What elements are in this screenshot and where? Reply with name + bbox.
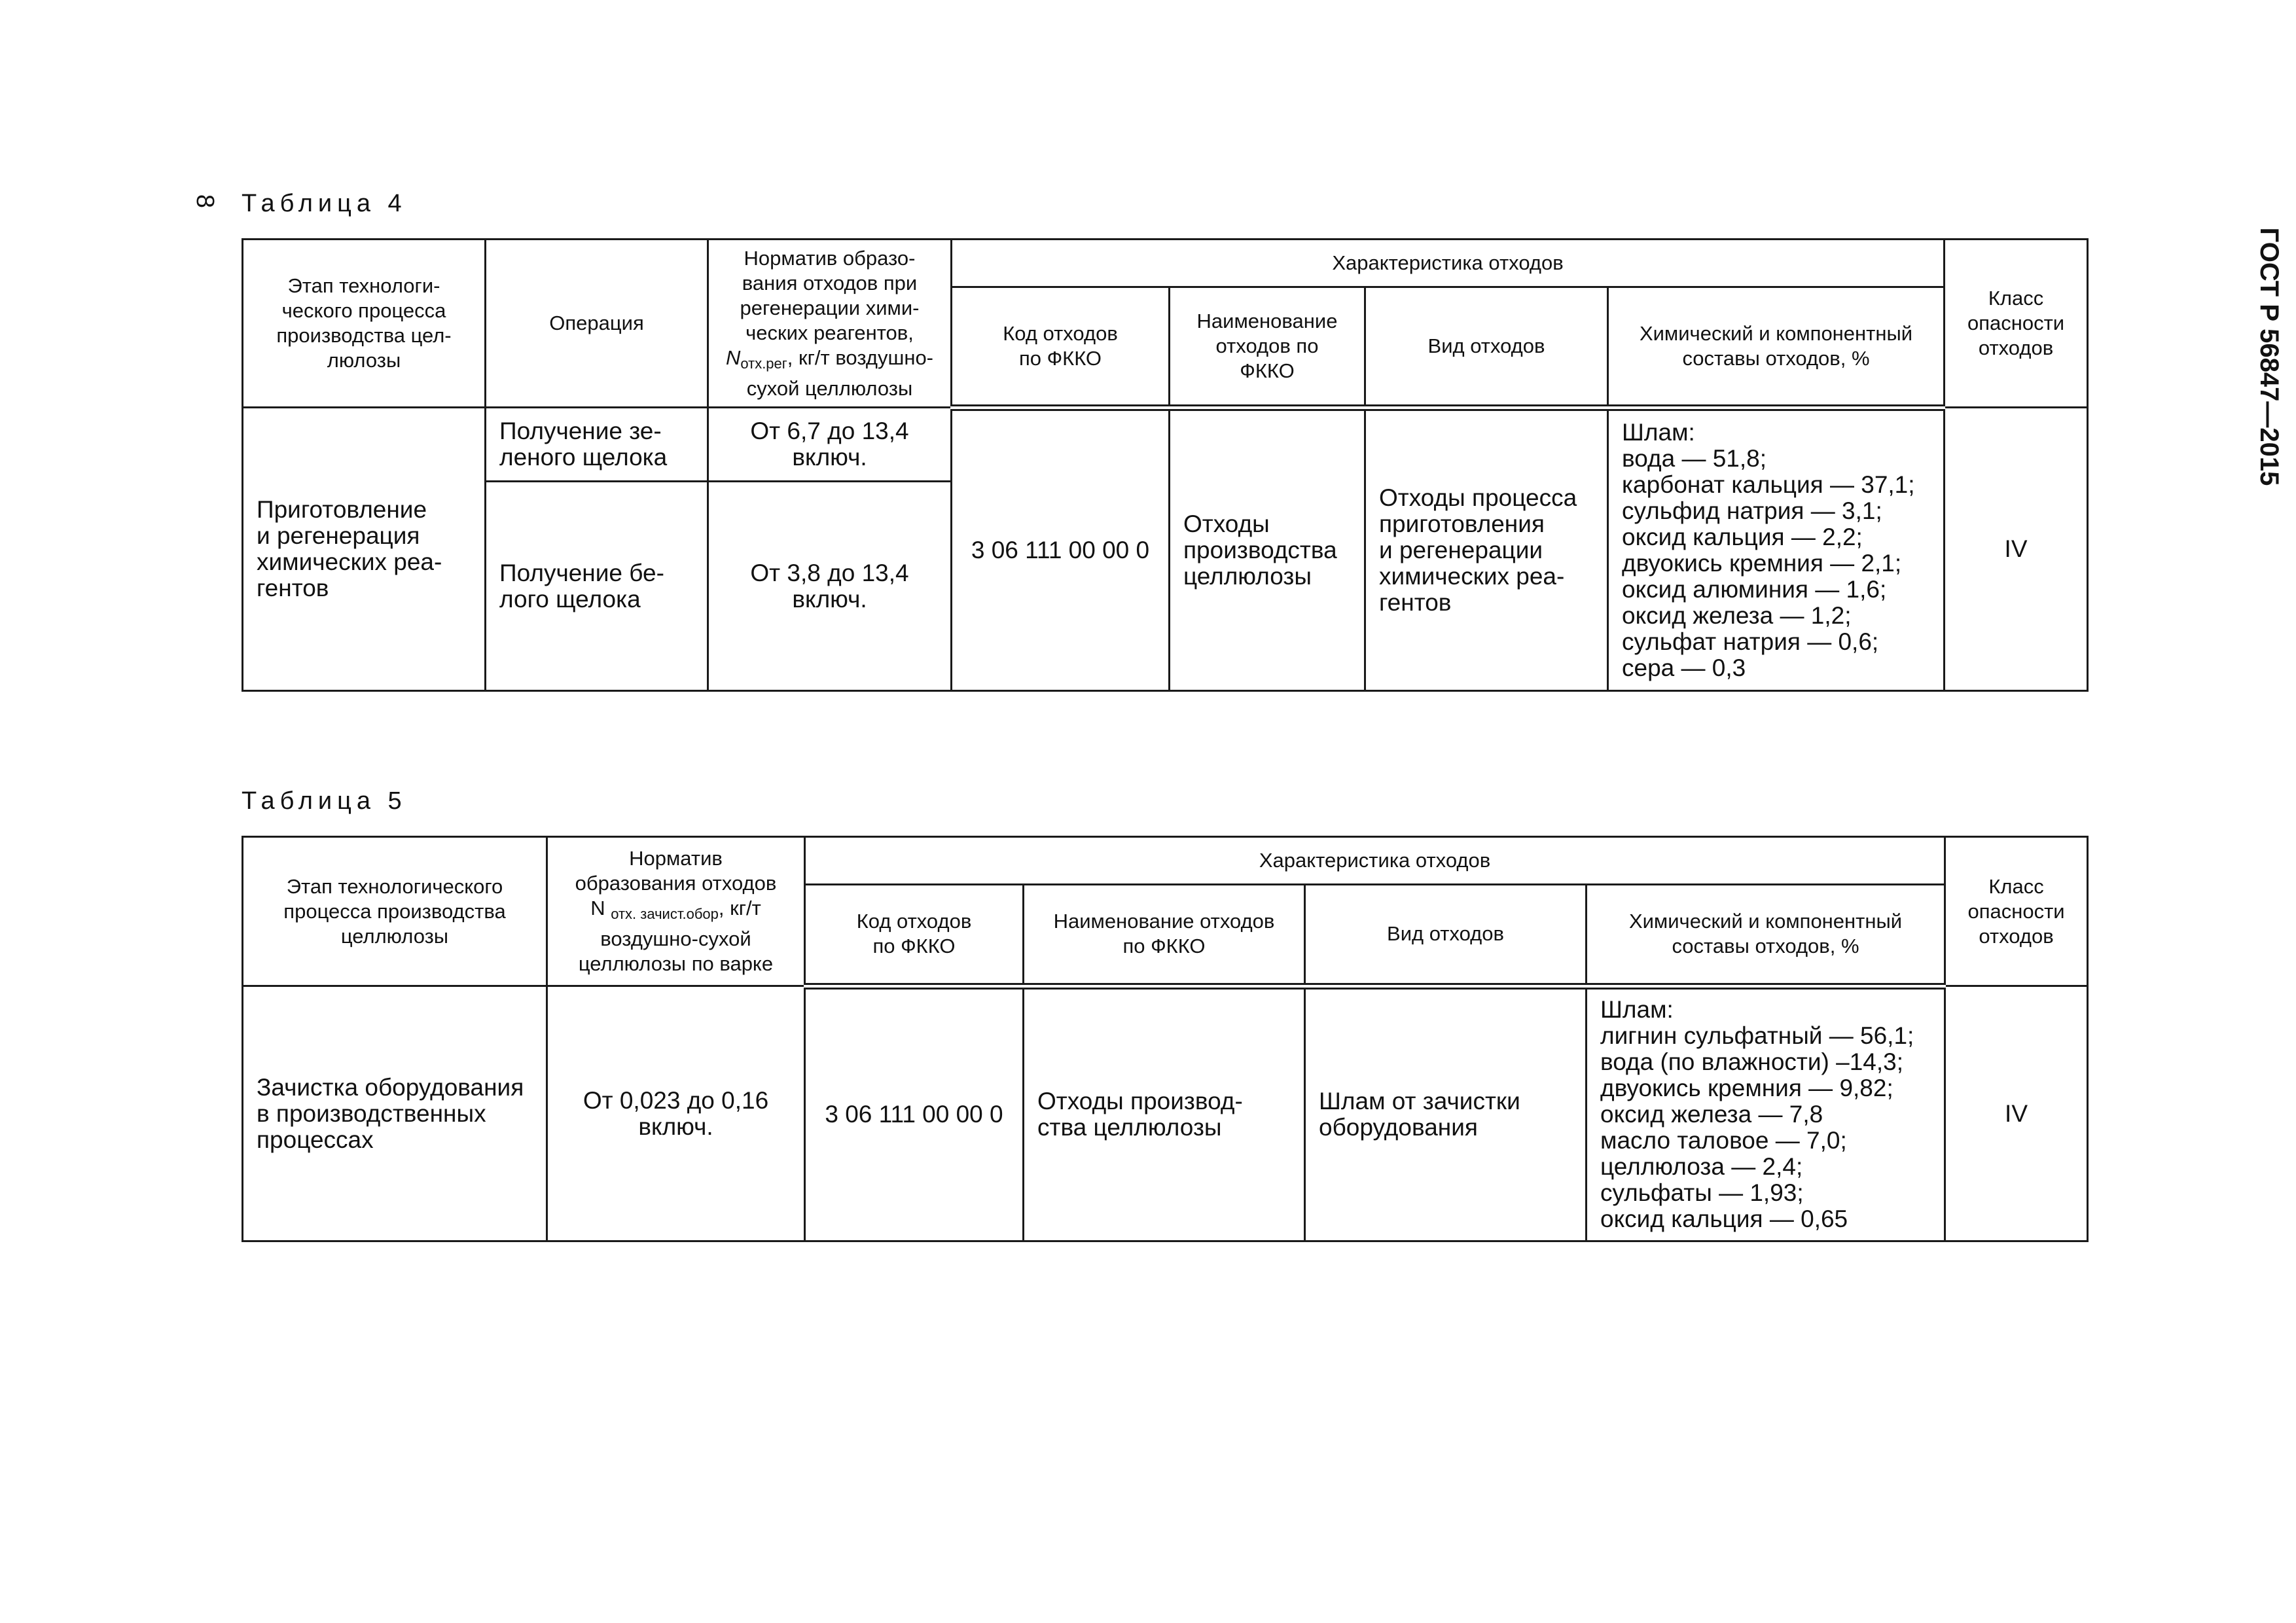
header-kind: Вид отходов xyxy=(1365,287,1608,408)
header-code: Код отходов по ФККО xyxy=(952,287,1170,408)
cell-norm: От 3,8 до 13,4 включ. xyxy=(708,482,952,691)
cell-kind: Отходы процесса приготовления и регенерации химических реа- гентов xyxy=(1365,408,1608,691)
cell-name: Отходы производ- ства целлюлозы xyxy=(1024,986,1305,1241)
cell-code: 3 06 111 00 00 0 xyxy=(952,408,1170,691)
document-code: ГОСТ Р 56847—2015 xyxy=(2255,227,2284,486)
header-name: Наименование отходов по ФККО xyxy=(1170,287,1365,408)
table-row xyxy=(243,986,2088,1241)
header-composition: Химический и компонентный составы отходов, % xyxy=(1608,287,1945,408)
header-hazard-class: Класс опасности отходов xyxy=(1945,240,2088,408)
header-norm-text: Норматив образования отходов xyxy=(575,847,777,895)
header-norm-unit: , кг/т воздушно-сухой целлюлозы по варке xyxy=(578,897,774,975)
header-norm-text: Норматив образо- вания отходов при регенерации хими- ческих реагентов, xyxy=(740,246,920,344)
cell-composition: Шлам: лигнин сульфатный — 56,1; вода (по влажности) –14,3; двуокись кремния — 9,82; оксид железа — 7,8 масло таловое — 7,0; целлюлоза — 2,4; сульфаты — 1,93; оксид кальция — 0,65 xyxy=(1587,986,1945,1241)
cell-name: Отходы производства целлюлозы xyxy=(1170,408,1365,691)
page-number: 8 xyxy=(191,194,219,209)
table-5-caption: Таблица 5 xyxy=(242,787,407,815)
header-norm-symbol: N xyxy=(590,897,605,919)
cell-kind: Шлам от зачистки оборудования xyxy=(1305,986,1587,1241)
header-name: Наименование отходов по ФККО xyxy=(1024,885,1305,986)
cell-operation: Получение бе- лого щелока xyxy=(486,482,708,691)
header-norm xyxy=(547,837,805,986)
header-characteristic: Характеристика отходов xyxy=(952,240,1945,287)
header-norm-subscript: отх.рег xyxy=(740,355,787,372)
cell-stage: Зачистка оборудования в производственных процессах xyxy=(243,986,547,1241)
header-composition: Химический и компонентный составы отходов, % xyxy=(1587,885,1945,986)
cell-code: 3 06 111 00 00 0 xyxy=(805,986,1024,1241)
table-4 xyxy=(242,238,2089,692)
header-code: Код отходов по ФККО xyxy=(805,885,1024,986)
header-norm xyxy=(708,240,952,408)
cell-composition: Шлам: вода — 51,8; карбонат кальция — 37,1; сульфид натрия — 3,1; оксид кальция — 2,2; двуокись кремния — 2,1; оксид алюминия — 1,6; оксид железа — 1,2; сульфат натрия — 0,6; сера — 0,3 xyxy=(1608,408,1945,691)
cell-stage: Приготовление и регенерация химических реа- гентов xyxy=(243,408,486,691)
table-4-caption: Таблица 4 xyxy=(242,190,407,217)
header-kind: Вид отходов xyxy=(1305,885,1587,986)
table-row xyxy=(243,408,2088,482)
cell-norm: От 0,023 до 0,16 включ. xyxy=(547,986,805,1241)
header-stage: Этап технологического процесса производства целлюлозы xyxy=(243,837,547,986)
cell-hazard-class: IV xyxy=(1945,986,2088,1241)
cell-operation: Получение зе- леного щелока xyxy=(486,408,708,482)
header-hazard-class: Класс опасности отходов xyxy=(1945,837,2088,986)
cell-norm: От 6,7 до 13,4 включ. xyxy=(708,408,952,482)
header-norm-unit: , кг/т воздушно-сухой целлюлозы xyxy=(746,346,934,400)
header-characteristic: Характеристика отходов xyxy=(805,837,1945,885)
header-norm-symbol: N xyxy=(725,346,741,369)
table-5 xyxy=(242,836,2089,1242)
cell-hazard-class: IV xyxy=(1945,408,2088,691)
header-norm-subscript: отх. зачист.обор xyxy=(611,906,719,922)
header-operation: Операция xyxy=(486,240,708,408)
header-stage: Этап технологи- ческого процесса производства цел- люлозы xyxy=(243,240,486,408)
